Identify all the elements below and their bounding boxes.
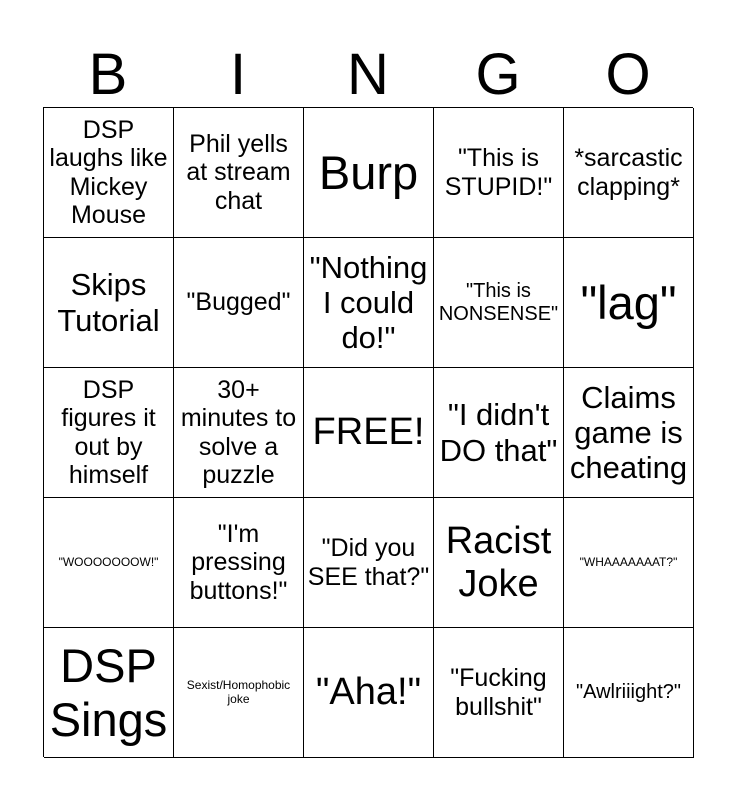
- bingo-cell-r5c4[interactable]: "Fucking bullshit": [434, 628, 564, 758]
- bingo-cell-r3c5[interactable]: Claims game is cheating: [564, 368, 694, 498]
- bingo-cell-r2c2[interactable]: "Bugged": [174, 238, 304, 368]
- bingo-cell-r1c2[interactable]: Phil yells at stream chat: [174, 108, 304, 238]
- bingo-cell-r2c3[interactable]: "Nothing I could do!": [304, 238, 434, 368]
- bingo-cell-r1c1[interactable]: DSP laughs like Mickey Mouse: [44, 108, 174, 238]
- bingo-grid: [43, 107, 693, 757]
- bingo-cell-r5c2[interactable]: Sexist/Homophobic joke: [174, 628, 304, 758]
- header-letter-b: B: [88, 42, 128, 107]
- bingo-cell-r3c3[interactable]: FREE!: [304, 368, 434, 498]
- header-letter-i: I: [229, 42, 247, 107]
- bingo-cell-r3c1[interactable]: DSP figures it out by himself: [44, 368, 174, 498]
- bingo-cell-r4c3[interactable]: "Did you SEE that?": [304, 498, 434, 628]
- bingo-cell-r4c5[interactable]: "WHAAAAAAAT?": [564, 498, 694, 628]
- bingo-cell-r2c5[interactable]: "lag": [564, 238, 694, 368]
- bingo-cell-r5c5[interactable]: "Awlriiight?": [564, 628, 694, 758]
- bingo-cell-r5c1[interactable]: DSP Sings: [44, 628, 174, 758]
- bingo-cell-r3c2[interactable]: 30+ minutes to solve a puzzle: [174, 368, 304, 498]
- bingo-cell-r4c1[interactable]: "WOOOOOOOW!": [44, 498, 174, 628]
- header-letter-o: O: [605, 42, 651, 107]
- bingo-header: [43, 42, 693, 108]
- bingo-cell-r4c4[interactable]: Racist Joke: [434, 498, 564, 628]
- bingo-cell-r1c5[interactable]: *sarcastic clapping*: [564, 108, 694, 238]
- bingo-cell-r1c3[interactable]: Burp: [304, 108, 434, 238]
- header-letter-g: G: [475, 42, 521, 107]
- bingo-cell-r3c4[interactable]: "I didn't DO that": [434, 368, 564, 498]
- bingo-cell-r5c3[interactable]: "Aha!": [304, 628, 434, 758]
- bingo-cell-r2c1[interactable]: Skips Tutorial: [44, 238, 174, 368]
- bingo-cell-r2c4[interactable]: "This is NONSENSE": [434, 238, 564, 368]
- header-letter-n: N: [347, 42, 389, 107]
- bingo-cell-r1c4[interactable]: "This is STUPID!": [434, 108, 564, 238]
- bingo-cell-r4c2[interactable]: "I'm pressing buttons!": [174, 498, 304, 628]
